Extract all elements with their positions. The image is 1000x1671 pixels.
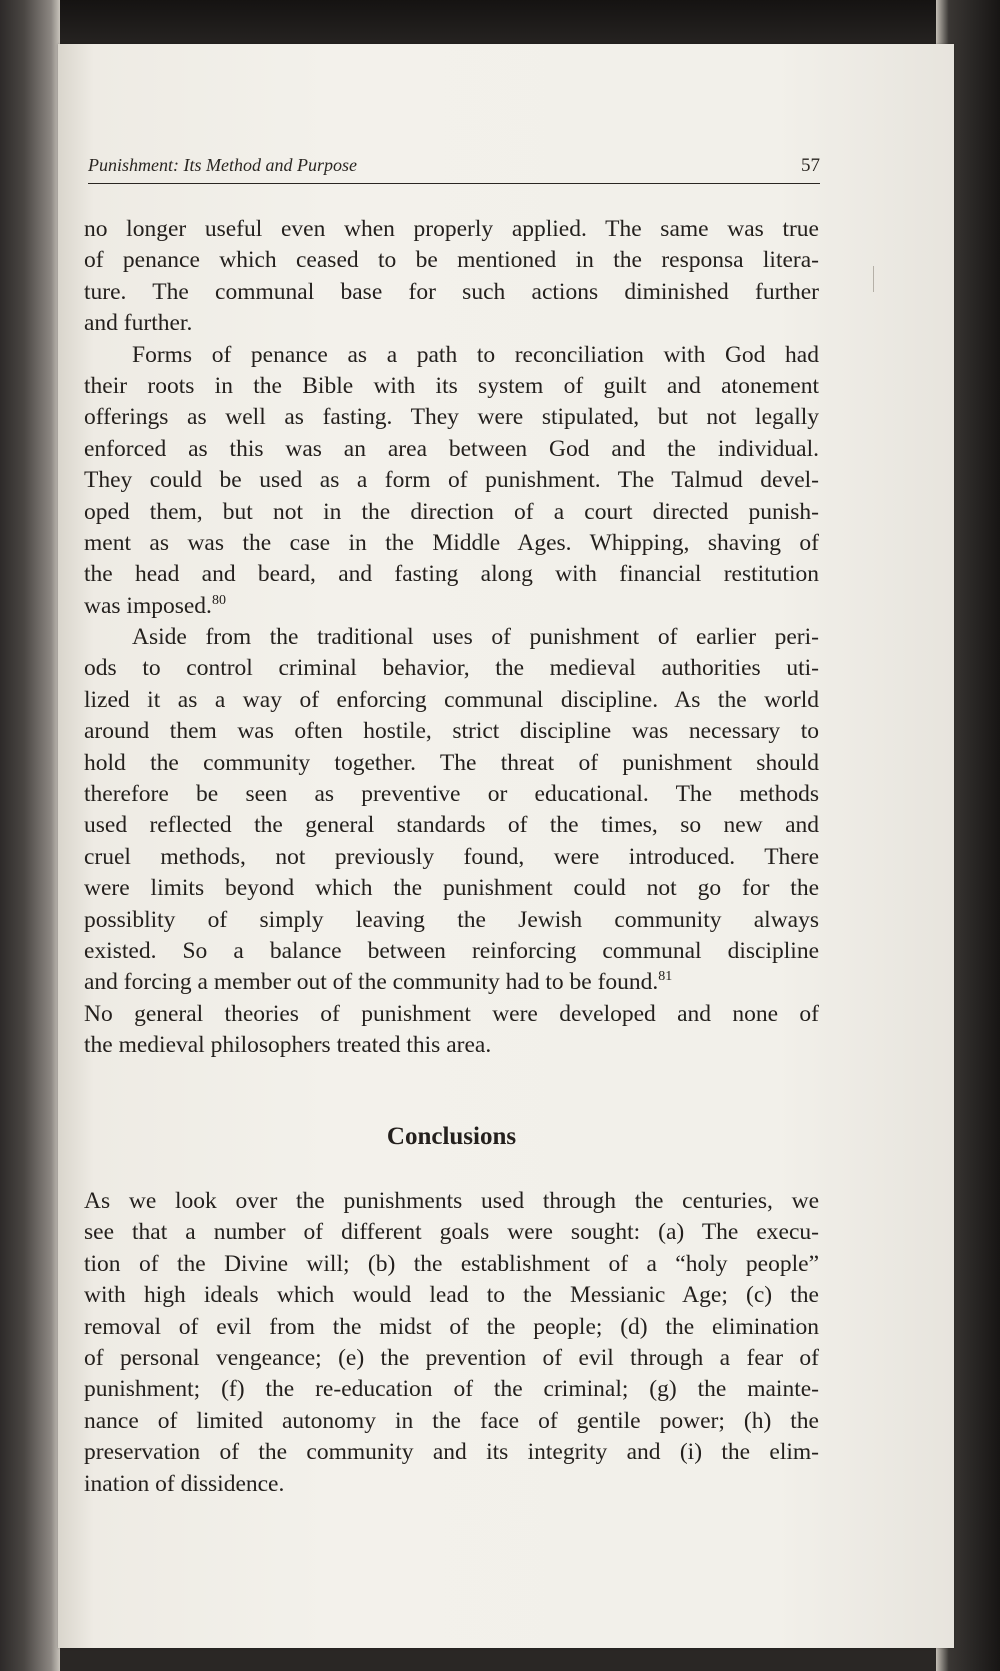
text-line-with-footnote [84, 967, 819, 998]
text-line: As we look over the punishments used through the centuries, we [84, 1188, 819, 1214]
text-line: hold the community together. The threat of punishment should [84, 749, 819, 776]
text-line: were limits beyond which the punishment could not go for the [84, 875, 819, 902]
text-line: preservation of the community and its integrity and (i) the elim- [84, 1439, 819, 1466]
margin-mark [873, 266, 874, 292]
text-line: and further. [84, 310, 193, 337]
text-line: their roots in the Bible with its system of guilt and atonement [84, 372, 819, 399]
text-line: cruel methods, not previously found, were introduced. There [84, 843, 819, 870]
text-line: offerings as well as fasting. They were stipulated, but not legally [84, 404, 819, 431]
text-fragment: and forcing a member out of the community had to be found. [84, 969, 659, 996]
text-line: existed. So a balance between reinforcing communal discipline [84, 937, 819, 964]
text-line: tion of the Divine will; (b) the establishment of a “holy people” [84, 1250, 819, 1277]
running-header [88, 153, 820, 184]
text-line: They could be used as a form of punishment. The Talmud devel- [84, 467, 819, 494]
text-line: with high ideals which would lead to the Messianic Age; (c) the [84, 1282, 819, 1309]
page-number: 57 [801, 155, 820, 176]
section-heading-conclusions: Conclusions [386, 1123, 517, 1150]
text-line: no longer useful even when properly applied. The same was true [84, 216, 819, 242]
text-line: the head and beard, and fasting along with financial restitution [84, 561, 819, 588]
text-line-with-footnote [84, 591, 819, 622]
footnote-ref-80: 80 [211, 592, 226, 608]
body-text [84, 214, 819, 1062]
text-line: ment as was the case in the Middle Ages. Whipping, shaving of [84, 529, 819, 556]
footnote-ref-81: 81 [658, 969, 673, 985]
text-line: punishment; (f) the re-education of the criminal; (g) the mainte- [84, 1376, 819, 1403]
text-line: lized it as a way of enforcing communal discipline. As the world [84, 686, 819, 713]
text-line: ination of dissidence. [84, 1470, 285, 1497]
text-line: see that a number of different goals were sought: (a) The execu- [84, 1219, 819, 1246]
text-fragment: was imposed. [84, 592, 212, 619]
text-line: removal of evil from the midst of the people; (d) the elimination [84, 1313, 819, 1340]
text-line: around them was often hostile, strict discipline was necessary to [84, 718, 819, 745]
paragraph-start-line: Forms of penance as a path to reconciliation with God had [132, 341, 819, 368]
text-line: nance of limited autonomy in the face of gentile power; (h) the [84, 1407, 819, 1434]
text-line: therefore be seen as preventive or educational. The methods [84, 781, 819, 808]
text-line: of penance which ceased to be mentioned in the responsa litera- [84, 247, 819, 274]
text-line: the medieval philosophers treated this area. [84, 1032, 492, 1059]
running-title: Punishment: Its Method and Purpose [88, 155, 357, 175]
text-line: No general theories of punishment were developed and none of [84, 1000, 819, 1027]
paragraph-start-line: Aside from the traditional uses of punishment of earlier peri- [132, 624, 819, 651]
text-line: used reflected the general standards of the times, so new and [84, 812, 819, 839]
book-spine-shadow [0, 0, 60, 1671]
conclusions-text [84, 1186, 819, 1500]
text-line: ods to control criminal behavior, the medieval authorities uti- [84, 655, 819, 682]
text-line: oped them, but not in the direction of a court directed punish- [84, 498, 819, 525]
text-line: possiblity of simply leaving the Jewish community always [84, 906, 819, 933]
text-line: enforced as this was an area between God and the individual. [84, 435, 819, 462]
text-line: ture. The communal base for such actions diminished further [84, 278, 819, 305]
text-line: of personal vengeance; (e) the prevention of evil through a fear of [84, 1344, 819, 1371]
